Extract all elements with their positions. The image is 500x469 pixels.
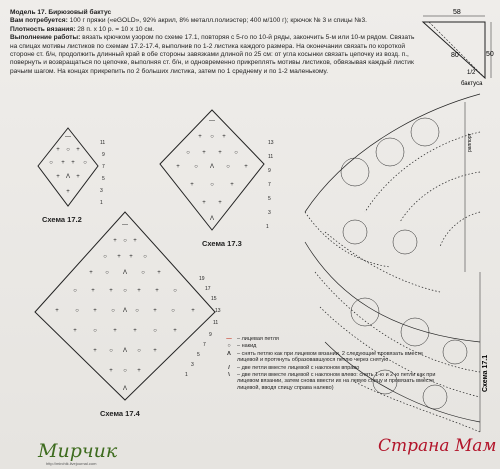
svg-text:Λ: Λ — [122, 308, 128, 314]
s174-row-7: 7 — [203, 342, 206, 348]
svg-text:+: + — [56, 147, 60, 153]
svg-text:○: ○ — [75, 308, 79, 314]
legend-text-yarnover: – накид — [237, 343, 257, 350]
svg-text:○: ○ — [137, 348, 141, 354]
bactus-shape-diagram — [415, 8, 495, 93]
svg-text:+: + — [109, 368, 113, 374]
svg-text:○: ○ — [123, 288, 127, 294]
svg-text:+: + — [66, 189, 70, 195]
s174-row-17: 17 — [205, 286, 211, 292]
svg-text:Λ: Λ — [209, 216, 215, 222]
work-text: вязать крючком узором по схеме 17.1, повторяя с 5-го по 10-й ряды, закончить 5-м или 10-м рядом. Связать на спицах мотивы листиков по схемам 17.2-17.4, выполнив по 1-2 листика каждого размера. На оконечании связать по короткой стороне ст. б/н, продолжить длинный край в обе стороны завязками длиной по 25 см: от угла косынки связать цепочку из возд. п., повернуть и возвращаться по цепочке, выполняя ст. б/н, и одновременно прикреплять мотивы листиков, обвязывая каждый листик рачьим шагом. На концах прикрепить по 2 больших листика, затем по 1 среднему и по 1-2 маленькому. — [10, 34, 415, 75]
svg-text:○: ○ — [153, 328, 157, 334]
s172-row-5: 5 — [102, 176, 105, 182]
svg-text:+: + — [137, 368, 141, 374]
svg-text:○: ○ — [210, 134, 214, 140]
s174-row-11: 11 — [213, 320, 219, 326]
pattern-description — [10, 9, 415, 76]
s172-row-11: 11 — [100, 140, 106, 146]
svg-text:○: ○ — [226, 164, 230, 170]
svg-text:○: ○ — [135, 308, 139, 314]
s174-row-13: 13 — [215, 308, 221, 314]
svg-text:+: + — [113, 328, 117, 334]
svg-text:○: ○ — [210, 182, 214, 188]
source-url: http://mirchik.livejournal.com — [46, 461, 97, 466]
svg-text:+: + — [89, 270, 93, 276]
svg-text:+: + — [222, 134, 226, 140]
k2tog-left-symbol-icon: \ — [228, 372, 230, 379]
svg-text:+: + — [173, 328, 177, 334]
svg-text:+: + — [76, 174, 80, 180]
svg-text:Λ: Λ — [122, 348, 128, 354]
dim-right: 50 — [486, 51, 494, 58]
svg-text:○: ○ — [143, 254, 147, 260]
materials-text: 100 г пряжи («eGOLD», 92% акрил, 8% металл.полиэстер; 400 м/100 г); крючок № 3 и спицы №3. — [69, 17, 367, 25]
svg-text:○: ○ — [173, 288, 177, 294]
svg-text:+: + — [55, 308, 59, 314]
watermark-stamp: Страна Мам — [378, 436, 497, 456]
scheme-17-1-label: Схема 17.1 — [482, 354, 489, 392]
s174-row-5: 5 — [197, 352, 200, 358]
svg-text:—: — — [65, 134, 71, 140]
svg-text:+: + — [218, 150, 222, 156]
svg-text:+: + — [76, 147, 80, 153]
s172-row-3: 3 — [100, 188, 103, 194]
svg-text:○: ○ — [194, 164, 198, 170]
work-label: Выполнение работы: — [10, 34, 81, 42]
legend-row-knit — [221, 336, 436, 342]
svg-text:○: ○ — [93, 328, 97, 334]
svg-text:○: ○ — [109, 348, 113, 354]
svg-text:+: + — [73, 328, 77, 334]
svg-text:○: ○ — [105, 270, 109, 276]
s174-row-9: 9 — [209, 332, 212, 338]
svg-text:○: ○ — [171, 308, 175, 314]
legend-text-k2tog-left: – две петли вместе лицевой с наклоном влево: снять 1-ю и 2-ю петли как при лицевом вязании, затем снова ввести их на левую спицу и провязать вместе лицевой, вводя спицу справа налево) — [237, 372, 436, 391]
svg-text:Λ: Λ — [65, 174, 71, 180]
s173-row-3: 3 — [268, 210, 271, 216]
svg-text:+: + — [155, 288, 159, 294]
svg-text:—: — — [122, 222, 128, 228]
svg-text:+: + — [153, 308, 157, 314]
yarnover-symbol-icon: ○ — [227, 343, 231, 350]
svg-text:+: + — [61, 160, 65, 166]
svg-text:+: + — [91, 288, 95, 294]
s172-row-9: 9 — [102, 152, 105, 158]
svg-text:+: + — [230, 182, 234, 188]
svg-text:+: + — [117, 254, 121, 260]
s174-row-15: 15 — [211, 296, 217, 302]
scheme-17-2-label: Схема 17.2 — [42, 215, 82, 224]
svg-text:+: + — [244, 164, 248, 170]
legend-text-k2tog-right: – две петли вместе лицевой с наклоном вправо — [237, 364, 360, 371]
legend-row-k2tog-left — [221, 372, 436, 391]
scheme-17-4-label: Схема 17.4 — [100, 409, 140, 418]
s173-row-9: 9 — [268, 168, 271, 174]
svg-text:+: + — [133, 328, 137, 334]
svg-text:+: + — [190, 182, 194, 188]
svg-text:○: ○ — [49, 160, 53, 166]
svg-text:+: + — [133, 238, 137, 244]
svg-text:+: + — [191, 308, 195, 314]
svg-text:+: + — [202, 200, 206, 206]
svg-text:+: + — [153, 348, 157, 354]
legend-row-yarnover — [221, 343, 436, 349]
svg-text:+: + — [198, 134, 202, 140]
scheme-17-2-marks — [49, 134, 87, 195]
svg-text:○: ○ — [66, 147, 70, 153]
svg-text:○: ○ — [103, 254, 107, 260]
svg-text:○: ○ — [111, 308, 115, 314]
svg-text:○: ○ — [123, 238, 127, 244]
svg-text:Λ: Λ — [209, 164, 215, 170]
svg-text:○: ○ — [83, 160, 87, 166]
svg-text:+: + — [157, 270, 161, 276]
svg-text:+: + — [129, 254, 133, 260]
scheme-17-4-chart — [25, 200, 225, 410]
scheme-17-3-label: Схема 17.3 — [202, 239, 242, 248]
s174-row-1: 1 — [185, 372, 188, 378]
svg-text:○: ○ — [141, 270, 145, 276]
s172-row-7: 7 — [102, 164, 105, 170]
double-decrease-symbol-icon: Λ — [227, 350, 231, 357]
dim-half: 1/2 — [467, 70, 476, 76]
dim-diag: 80 — [451, 52, 459, 59]
model-title: Модель 17. Бирюзовый бактус — [10, 9, 112, 16]
svg-text:+: + — [93, 308, 97, 314]
svg-text:+: + — [93, 348, 97, 354]
svg-text:+: + — [176, 164, 180, 170]
svg-text:+: + — [137, 288, 141, 294]
svg-text:○: ○ — [73, 288, 77, 294]
svg-text:+: + — [113, 238, 117, 244]
svg-text:+: + — [202, 150, 206, 156]
s174-row-19: 19 — [199, 276, 205, 282]
dim-caption: бактуса — [461, 81, 483, 87]
density-label: Плотность вязания: — [10, 25, 76, 33]
svg-text:+: + — [71, 160, 75, 166]
svg-text:○: ○ — [234, 150, 238, 156]
svg-text:+: + — [56, 174, 60, 180]
scheme-17-4-marks — [55, 222, 195, 392]
k2tog-right-symbol-icon: / — [228, 364, 230, 371]
svg-text:Λ: Λ — [122, 270, 128, 276]
dim-top: 58 — [453, 9, 461, 16]
symbol-legend — [221, 336, 436, 392]
svg-text:Λ: Λ — [122, 386, 128, 392]
brand-logo: Мирчик — [38, 440, 118, 462]
s173-row-1: 1 — [266, 224, 269, 230]
svg-text:○: ○ — [123, 368, 127, 374]
materials-label: Вам потребуется: — [10, 17, 68, 25]
s173-row-7: 7 — [268, 182, 271, 188]
legend-text-knit: – лицевая петля — [237, 336, 279, 342]
s173-row-11: 11 — [268, 154, 274, 160]
s173-row-13: 13 — [268, 140, 274, 146]
s173-row-5: 5 — [268, 196, 271, 202]
svg-text:—: — — [209, 118, 215, 124]
svg-text:○: ○ — [186, 150, 190, 156]
legend-row-decrease — [221, 351, 436, 364]
s174-row-3: 3 — [191, 362, 194, 368]
knit-symbol-icon: — — [226, 336, 232, 342]
legend-text-decrease: – снять петлю как при лицевом вязании, 2 следующие провязать вместе лицевой и протянуть образовавшуюся петлю через снятую — [237, 350, 423, 364]
legend-row-k2tog-right — [221, 365, 436, 371]
svg-text:+: + — [109, 288, 113, 294]
density-text: 28 п. х 10 р. = 10 х 10 см. — [77, 25, 155, 33]
rapport-label: раппорт — [467, 133, 473, 152]
s172-row-1: 1 — [100, 200, 103, 206]
svg-text:+: + — [218, 200, 222, 206]
